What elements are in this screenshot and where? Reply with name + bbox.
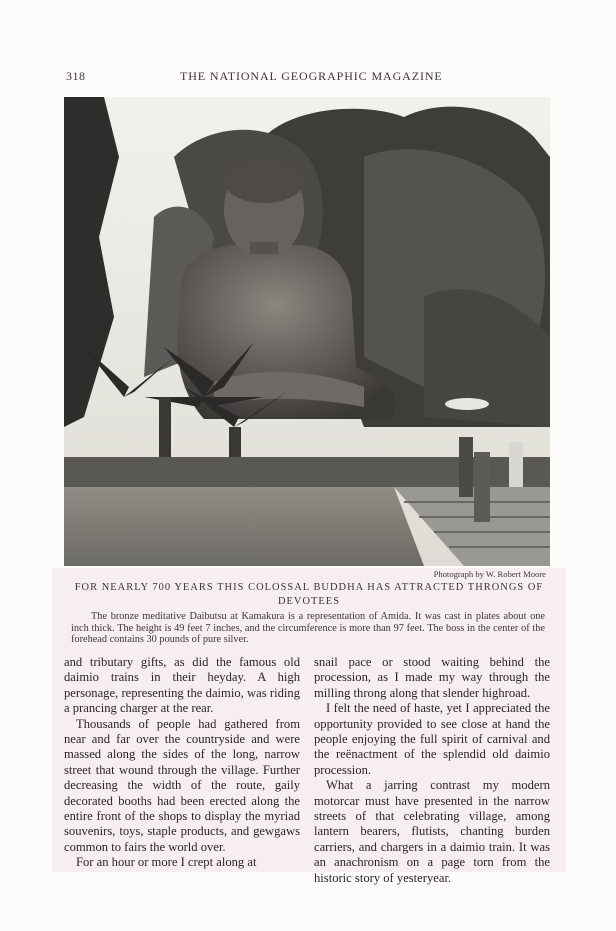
photo-credit: Photograph by W. Robert Moore <box>433 569 546 579</box>
paragraph: and tributary gifts, as did the famous old daimio trains in their heyday. A high personage, representing the daimio, was riding a prancing charger at the rear. <box>64 655 300 716</box>
paragraph: For an hour or more I crept along at <box>76 855 257 870</box>
paragraph: snail pace or stood waiting behind the procession, as I made my way through the milling throng along that slender highroad. <box>314 655 550 700</box>
paragraph: What a jarring contrast my modern motorcar must have presented in the narrow streets of that celebrating village, among lantern bearers, flutists, chanting burden carriers, and chargers in a daimio train. It was an anachronism on a page torn from the historic story of yesteryear. <box>314 778 550 885</box>
page-number: 318 <box>66 69 86 83</box>
left-column <box>64 655 300 871</box>
buddha-photograph <box>64 97 550 566</box>
right-column <box>314 655 550 886</box>
running-head: THE NATIONAL GEOGRAPHIC MAGAZINE <box>180 69 443 83</box>
caption-title: FOR NEARLY 700 YEARS THIS COLOSSAL BUDDHA HAS ATTRACTED THRONGS OF DEVOTEES <box>74 582 544 607</box>
paragraph: I felt the need of haste, yet I appreciated the opportunity provided to see close at hand the people enjoying the full spirit of carnival and the reënactment of the splendid old daimio procession. <box>314 701 550 777</box>
caption-body: The bronze meditative Daibutsu at Kamakura is a representation of Amida. It was cast in plates about one inch thick. The height is 49 feet 7 inches, and the circumference is more than 97 feet. The boss in the center of the forehead contains 30 pounds of pure silver. <box>71 611 545 646</box>
paragraph: Thousands of people had gathered from near and far over the countryside and were massed along the sides of the long, narrow street that wound through the village. Further decreasing the width of the route, gaily decorated booths had been erected along the entire front of the shops to display the myriad souvenirs, toys, staple products, and gewgaws common to fairs the world over. <box>64 716 300 854</box>
